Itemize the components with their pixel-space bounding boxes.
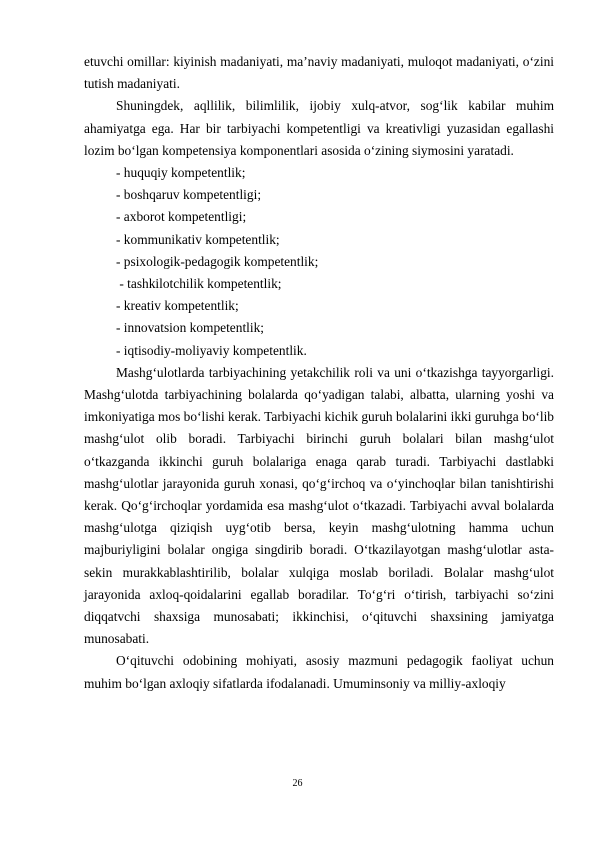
- list-item: - iqtisodiy-moliyaviy kompetentlik.: [116, 342, 307, 358]
- list-item: - axborot kompetentligi;: [116, 209, 247, 225]
- list-item: - psixologik-pedagogik kompetentlik;: [116, 253, 319, 269]
- paragraph-continuation: etuvchi omillar: kiyinish madaniyati, ma’naviy madaniyati, muloqot madaniyati, o‘zini tutish madaniyati.: [84, 54, 554, 92]
- list-item: - kommunikativ kompetentlik;: [116, 231, 280, 247]
- page-number: 26: [292, 778, 303, 789]
- list-item: - kreativ kompetentlik;: [116, 298, 239, 314]
- list-item: - boshqaruv kompetentligi;: [116, 187, 262, 203]
- paragraph-lessons: Mashg‘ulotlarda tarbiyachining yetakchilik roli va uni o‘tkazishga tayyorgarligi. Mashg‘ulotda tarbiyachining bolalarda qo‘yadigan talabi, albatta, ularning yoshi va imkoniyatiga mos bo‘lishi kerak. Tarbiyachi kichik guruh bolalarini ikki guruhga bo‘lib mashg‘ulot olib boradi. Tarbiyachi birinchi guruh bolalari bilan mashg‘ulot o‘tkazganda ikkinchi guruh bolalariga enaga qarab turadi. Tarbiyachi dastlabki mashg‘ulotlar jarayonida guruh xonasi, qo‘g‘irchoq va o‘yinchoqlar bilan tanishtirishi kerak. Qo‘g‘irchoqlar yordamida esa mashg‘ulot o‘tkazadi. Tarbiyachi avval bolalarda mashg‘ulotga qiziqish uyg‘otib bersa, keyin mashg‘ulotning hamma uchun majburiyligini bolalar ongiga singdirib boradi. O‘tkazilayotgan mashg‘ulotlar asta-sekin murakkablashtirilib, bolalar xulqiga moslab boriladi. Bolalar mashg‘ulot jarayonida axloq-qoidalarini egallab boradilar. To‘g‘ri o‘tirish, tarbiyachi so‘zini diqqatvchi shaxsiga munosabati; ikkinchisi, o‘qituvchi shaxsining jamiyatga munosabati.: [84, 364, 554, 647]
- list-item: - tashkilotchilik kompetentlik;: [116, 276, 282, 292]
- list-item: - innovatsion kompetentlik;: [116, 320, 265, 336]
- competence-list: [84, 162, 554, 362]
- list-item: - huquqiy kompetentlik;: [116, 165, 246, 181]
- paragraph-teacher-ethics: O‘qituvchi odobining mohiyati, asosiy mazmuni pedagogik faoliyat uchun muhim bo‘lgan axloqiy sifatlarda ifodalanadi. Umuminsoniy va milliy-axloqiy: [84, 653, 554, 691]
- text-column: [84, 51, 554, 695]
- paragraph-intro: Shuningdek, aqllilik, bilimlilik, ijobiy xulq-atvor, sog‘lik kabilar muhim ahamiyatga ega. Har bir tarbiyachi kompetentligi va kreativligi yuzasidan egallashi lozim bo‘lgan kompetensiya komponentlari asosida o‘zining siymosini yaratadi.: [84, 98, 554, 158]
